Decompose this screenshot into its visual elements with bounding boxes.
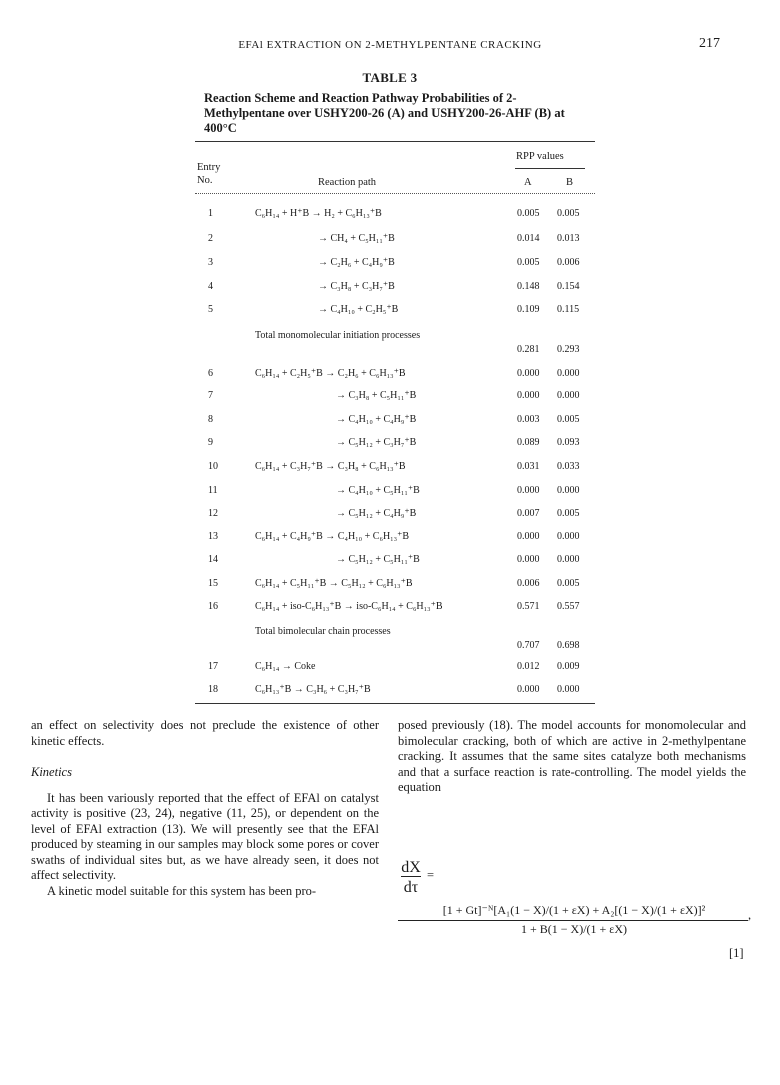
table-row [0,684,780,698]
value-a: 0.000 [517,485,540,496]
value-b: 0.005 [557,578,580,589]
section-heading-kinetics: Kinetics [31,765,72,779]
table-row [0,578,780,592]
entry-number: 10 [208,461,218,472]
table-row [0,368,780,382]
reaction-path: C₆H₁₄ + C₃H₇⁺B → C₃H₈ + C₆H₁₃⁺B [255,461,406,472]
entry-number: 2 [208,233,213,244]
entry-number: 11 [208,485,218,496]
entry-number: 13 [208,531,218,542]
eq-lhs-numerator: dX [401,859,421,876]
col-b-header: B [566,177,574,188]
reaction-path: → C₂H₆ + C₄H₉⁺B [318,257,395,268]
table-row [0,304,780,318]
table-row [0,257,780,271]
table-bottom-rule [195,703,595,704]
reaction-path: → C₅H₁₂ + C₅H₁₁⁺B [336,554,420,565]
entry-number: 6 [208,368,213,379]
entry-number: 16 [208,601,218,612]
value-a: 0.031 [517,461,540,472]
reaction-path: C₆H₁₄ + C₅H₁₁⁺B → C₅H₁₂ + C₆H₁₃⁺B [255,578,413,589]
paragraph: an effect on selectivity does not preclude the existence of other kinetic effects. [31,718,379,748]
table-row [0,414,780,428]
eq-lhs-fraction-bar [401,876,421,877]
value-a: 0.000 [517,390,540,401]
value-a: 0.571 [517,601,540,612]
eq-rhs-numerator: [1 + Gt]⁻ᴺ[A₁(1 − X)/(1 + εX) + A₂[(1 − X)/(1 + εX)]² [442,903,706,917]
table-row [0,661,780,675]
value-b: 0.006 [557,257,580,268]
rpp-underline [515,168,585,169]
value-a: 0.000 [517,554,540,565]
reaction-path-header: Reaction path [318,177,377,188]
value-b: 0.093 [557,437,580,448]
reaction-path: → CH₄ + C₅H₁₁⁺B [318,233,395,244]
subtotal-row [0,640,780,654]
entry-number: 17 [208,661,218,672]
table-row [0,531,780,545]
value-a: 0.007 [517,508,540,519]
reaction-path: → C₄H₁₀ + C₂H₅⁺B [318,304,399,315]
value-b: 0.115 [557,304,580,315]
paragraph: It has been variously reported that the effect of EFAl on catalyst activity is positive (23, 24), negative (11, 25), or dependent on the level of EFAl extraction (13). We will presently see that the EFAl produced by steaming in our samples may block some pores or cover swaths of individual sites but, as we have already seen, it does not affect selectivity. [31,790,379,882]
value-b: 0.000 [557,485,580,496]
value-a: 0.000 [517,368,540,379]
value-b: 0.005 [557,414,580,425]
paragraph: A kinetic model suitable for this system has been pro- [47,883,317,898]
reaction-path: C₆H₁₄ → Coke [255,661,316,672]
entry-number: 5 [208,304,213,315]
value-b: 0.000 [557,554,580,565]
entry-number: 15 [208,578,218,589]
subtotal-row [0,344,780,358]
value-b: 0.557 [557,601,580,612]
table-row [0,601,780,615]
table-row [0,554,780,568]
subtotal-a: 0.707 [517,640,540,651]
subtotal-b: 0.293 [557,344,580,355]
reaction-path: C₆H₁₄ + C₄H₉⁺B → C₄H₁₀ + C₆H₁₃⁺B [255,531,410,542]
reaction-path: C₆H₁₄ + H⁺B → H₂ + C₆H₁₃⁺B [255,208,382,219]
table-row [0,508,780,522]
table-row [0,208,780,222]
entry-number: 3 [208,257,213,268]
entry-number: 14 [208,554,218,565]
value-a: 0.012 [517,661,540,672]
value-a: 0.109 [517,304,540,315]
reaction-path: → C₃H₈ + C₃H₇⁺B [318,281,395,292]
table-row [0,390,780,404]
reaction-path: → C₄H₁₀ + C₄H₉⁺B [336,414,417,425]
header-bottom-rule [195,193,595,194]
right-column [398,718,746,796]
value-a: 0.014 [517,233,540,244]
equation-number: [1] [729,946,744,960]
value-b: 0.154 [557,281,580,292]
reaction-path: → C₃H₈ + C₅H₁₁⁺B [336,390,417,401]
value-a: 0.005 [517,208,540,219]
value-b: 0.000 [557,531,580,542]
value-b: 0.005 [557,508,580,519]
entry-number: 7 [208,390,213,401]
value-b: 0.000 [557,684,580,695]
table-row [0,233,780,247]
reaction-path: C₆H₁₃⁺B → C₃H₆ + C₃H₇⁺B [255,684,371,695]
left-column [31,718,379,899]
table-caption: Reaction Scheme and Reaction Pathway Probabilities of 2-Methylpentane over USHY200-26 (A) and USHY200-26-AHF (B) at 400°C [204,91,565,135]
reaction-path: C₆H₁₄ + C₂H₅⁺B → C₂H₆ + C₆H₁₃⁺B [255,368,406,379]
reaction-path: → C₄H₁₀ + C₅H₁₁⁺B [336,485,420,496]
page-number: 217 [699,36,720,51]
eq-equals: = [427,868,435,882]
table-top-rule [195,141,595,142]
value-a: 0.089 [517,437,540,448]
table-row [0,281,780,295]
value-b: 0.000 [557,390,580,401]
entry-number: 4 [208,281,213,292]
value-a: 0.005 [517,257,540,268]
value-b: 0.000 [557,368,580,379]
value-a: 0.148 [517,281,540,292]
entry-number: 8 [208,414,213,425]
reaction-path: C₆H₁₄ + iso-C₆H₁₃⁺B → iso-C₆H₁₄ + C₆H₁₃⁺B [255,601,443,612]
value-a: 0.000 [517,531,540,542]
eq-comma: , [748,908,752,922]
subtotal-label: Total bimolecular chain processes [255,626,391,637]
entry-header-line1: Entry [197,162,221,173]
value-b: 0.033 [557,461,580,472]
entry-number: 18 [208,684,218,695]
table-row [0,461,780,475]
rpp-values-header: RPP values [516,151,564,162]
value-a: 0.000 [517,684,540,695]
eq-rhs-denominator: 1 + B(1 − X)/(1 + εX) [521,922,627,936]
value-b: 0.009 [557,661,580,672]
paragraph: posed previously (18). The model accounts for monomolecular and bimolecular cracking, both of which are active in 2-methylpentane cracking. It assumes that the same sites catalyze both mechanisms and that a surface reaction is rate-controlling. The model yields the equation [398,718,746,794]
value-a: 0.003 [517,414,540,425]
value-a: 0.006 [517,578,540,589]
subtotal-b: 0.698 [557,640,580,651]
reaction-path: → C₅H₁₂ + C₃H₇⁺B [336,437,417,448]
subtotal-label: Total monomolecular initiation processes [255,330,421,341]
value-b: 0.005 [557,208,580,219]
entry-number: 1 [208,208,213,219]
reaction-path: → C₅H₁₂ + C₄H₉⁺B [336,508,417,519]
col-a-header: A [524,177,532,188]
entry-number: 12 [208,508,218,519]
subtotal-a: 0.281 [517,344,540,355]
table-row [0,437,780,451]
value-b: 0.013 [557,233,580,244]
table-label: TABLE 3 [362,70,418,85]
running-head: EFAl EXTRACTION ON 2-METHYLPENTANE CRACKING [238,39,542,51]
entry-number: 9 [208,437,213,448]
eq-rhs-fraction-bar [398,920,748,921]
eq-lhs-denominator: dτ [403,879,419,896]
entry-header-line2: No. [197,175,213,186]
table-row [0,485,780,499]
